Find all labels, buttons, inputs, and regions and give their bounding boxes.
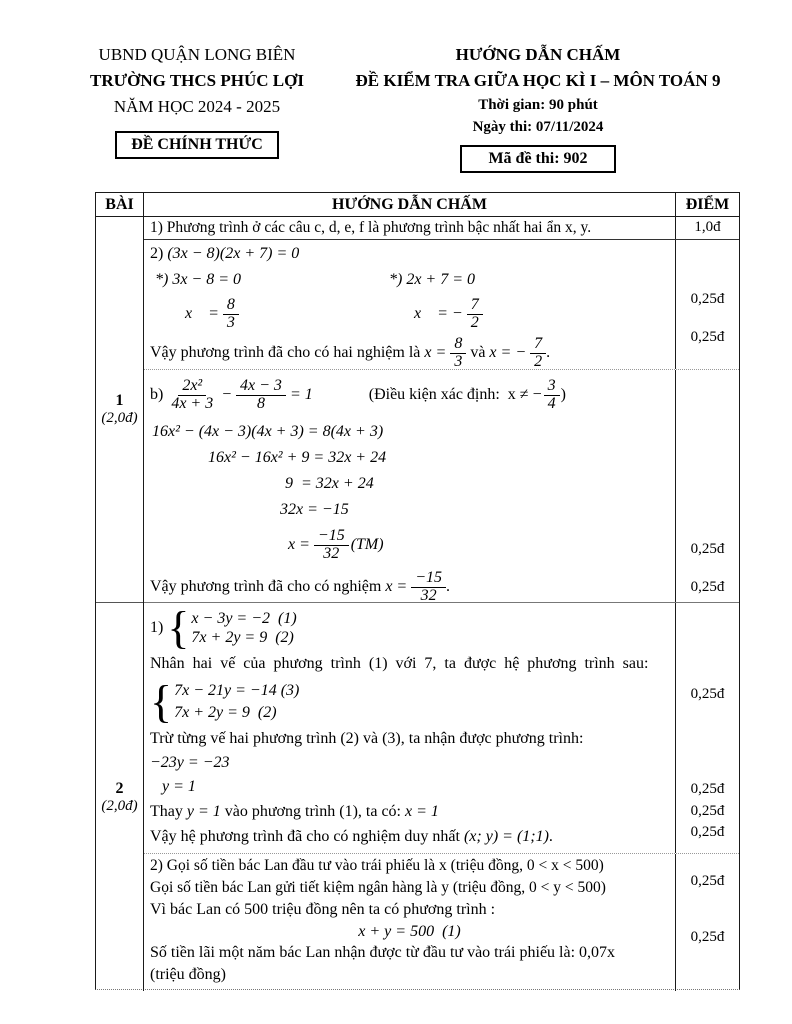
column-header-guide: HƯỚNG DẪN CHẤM	[332, 195, 487, 213]
fraction: $\frac{\text{2x²}}{4x + 3}$	[171, 376, 214, 412]
fraction: $\frac{3}{4}$	[544, 378, 560, 413]
fraction: $\frac{7}{2}$	[530, 336, 546, 369]
equals: = −	[437, 305, 463, 322]
answer-1c: b) $\frac{\text{2x²}}{4x + 3}$ − $\frac{4x - 3}{8}$ = 1 (Điều kiện xác định: x ≠ − $\frac{3}{4}$ ) 16x² − (4x − 3)(4x + 3) = 8(4x + 3) 16x² − 16x² + 9 = 32x + 24 9 = 32x + 24 32x = −15 x = $\frac{-15}{32}$ (TM) Vậy phương trình đã cho có nghiệm x = $\frac{-15}{32}$ .	[144, 370, 675, 602]
equation: y = 1	[162, 778, 196, 795]
item-label: 2)	[150, 245, 164, 262]
table-row	[144, 217, 739, 240]
equation: x + y = 500 (1)	[358, 922, 461, 940]
school-year: NĂM HỌC 2024 - 2025	[113, 97, 281, 116]
school-name: TRƯỜNG THCS PHÚC LỢI	[90, 71, 304, 90]
answer-2b	[144, 854, 675, 991]
points-cell	[675, 217, 739, 239]
point-badge: 0,25đ	[690, 686, 725, 702]
table-row	[144, 603, 739, 854]
problem-2-number: 2	[115, 779, 124, 797]
conclusion-text: Vậy phương trình đã cho có hai nghiệm là	[150, 344, 421, 361]
answer-1a-text: 1) Phương trình ở các câu c, d, e, f là phương trình bậc nhất hai ẩn x, y.	[150, 219, 592, 236]
point-badge: 1,0đ	[694, 219, 721, 235]
statement-line: Số tiền lãi một năm bác Lan nhận được từ đầu tư vào trái phiếu là: 0,07x	[150, 944, 616, 961]
equation-system: { x − 3y = −2 (1) 7x + 2y = 9 (2)	[167, 603, 297, 653]
points-cell	[675, 240, 739, 369]
equation-system: { 7x − 21y = −14 (3) 7x + 2y = 9 (2)	[150, 676, 300, 727]
equation: 16x² − 16x² + 9 = 32x + 24	[208, 449, 387, 466]
table-body	[96, 217, 739, 991]
exam-date: Ngày thi: 07/11/2024	[472, 119, 604, 135]
brace: {	[167, 603, 190, 653]
statement-line: Vì bác Lan có 500 triệu đồng nên ta có phương trình :	[150, 901, 496, 918]
issuer-authority: UBND QUẬN LONG BIÊN	[98, 45, 296, 64]
answer-1b: 2) (3x − 8)(2x + 7) = 0 *) 3x − 8 = 0 *) 2x + 7 = 0 x = $\frac{8}{3}$ x = − $\frac{7}{2}$ Vậy phương trình đã cho có hai nghiệm là x = $\frac{8}{3}$ và x = − $\frac{7}{2}$ .	[150, 245, 551, 369]
official-exam-box: ĐỀ CHÍNH THỨC	[115, 131, 279, 159]
column-header-points: ĐIỂM	[675, 193, 739, 216]
exam-title-block	[336, 42, 740, 173]
fraction: $\frac{-15}{32}$	[314, 528, 349, 563]
fraction: $\frac{-15}{32}$	[411, 570, 446, 602]
statement-line: (triệu đồng)	[150, 966, 226, 983]
points-cell	[675, 854, 739, 991]
problem-2-total-points: (2,0đ)	[101, 797, 138, 814]
point-badge: 0,25đ	[690, 781, 725, 797]
equation: 9 = 32x + 24	[285, 475, 374, 492]
statement-line: Gọi số tiền bác Lan gửi tiết kiệm ngân hàng là y (triệu đồng, 0 < y < 500)	[150, 879, 606, 896]
column-header-problem: BÀI	[96, 193, 144, 216]
statement-line: 2) Gọi số tiền bác Lan đầu tư vào trái phiếu là x (triệu đồng, 0 < x < 500)	[150, 857, 604, 874]
table-header-row	[96, 193, 739, 217]
explanation-text: Nhân hai vế của phương trình (1) với 7, ta được hệ phương trình sau:	[150, 655, 649, 672]
point-badge: 0,25đ	[690, 579, 725, 595]
equation: 16x² − (4x − 3)(4x + 3) = 8(4x + 3)	[152, 423, 384, 440]
item-label: 1)	[150, 619, 164, 636]
point-badge: 0,25đ	[690, 541, 725, 557]
fraction: $\frac{4x - 3}{8}$	[236, 378, 286, 413]
fraction: $\frac{7}{2}$	[467, 297, 483, 332]
point-badge: 0,25đ	[690, 329, 725, 345]
exam-duration: Thời gian: 90 phút	[478, 97, 598, 113]
equation: 32x = −15	[280, 501, 349, 518]
explanation-text: Trừ từng vế hai phương trình (2) và (3), ta nhận được phương trình:	[150, 730, 584, 747]
point-badge: 0,25đ	[690, 824, 725, 840]
fraction: $\frac{8}{3}$	[223, 297, 239, 332]
table-row	[144, 854, 739, 991]
grading-guide-title: HƯỚNG DẪN CHẤM	[455, 45, 621, 64]
equation: (3x − 8)(2x + 7) = 0	[167, 245, 300, 262]
point-badge: 0,25đ	[690, 803, 725, 819]
case-2: *) 2x + 7 = 0	[389, 271, 476, 288]
brace: {	[150, 676, 173, 727]
equation: −23y = −23	[150, 753, 230, 771]
answer-1a	[144, 217, 675, 239]
exam-title: ĐỀ KIỂM TRA GIỮA HỌC KÌ I – MÔN TOÁN 9	[355, 71, 721, 90]
item-label: b)	[150, 386, 164, 403]
exam-code-box: Mã đề thi: 902	[460, 145, 615, 173]
answer-2a: 1) { x − 3y = −2 (1) 7x + 2y = 9 (2) Nhân hai vế của phương trình (1) với 7, ta được hệ phương trình sau: { 7x − 21y = −14 (3) 7x + 2y = 9 (2) Trừ từng vế hai phương trình (2) và (3), ta nhận được phương trình: −23y = −23 y = 1 Thay y = 1 vào phương trình (1), ta có: x = 1 Vậy hệ phương trình đã cho có nghiệm duy nhất (x; y) = (1;1) .	[144, 603, 675, 853]
points-cell	[675, 370, 739, 602]
case-1: *) 3x − 8 = 0	[155, 271, 242, 288]
problem-2-cell	[96, 603, 143, 991]
points-cell	[675, 603, 739, 853]
conclusion-text: Vậy hệ phương trình đã cho có nghiệm duy nhất	[150, 828, 460, 845]
problem-number-column	[96, 217, 144, 991]
table-row	[144, 370, 739, 603]
problem-1-cell	[96, 217, 143, 603]
variable: x	[414, 305, 422, 322]
issuer-block	[58, 42, 336, 173]
conclusion-text: Vậy phương trình đã cho có nghiệm	[150, 578, 382, 595]
problem-1-number: 1	[115, 392, 124, 409]
point-badge: 0,25đ	[690, 929, 725, 945]
answer-key-table	[95, 192, 740, 990]
domain-condition: (Điều kiện xác định: x ≠ − $\frac{3}{4}$ )	[368, 376, 566, 412]
point-badge: 0,25đ	[690, 291, 725, 307]
document-header	[58, 42, 740, 173]
fraction: $\frac{8}{3}$	[450, 336, 466, 369]
variable: x	[185, 305, 193, 322]
point-badge: 0,25đ	[690, 873, 725, 889]
equals: =	[208, 305, 219, 322]
table-row	[144, 240, 739, 370]
problem-1-total-points: (2,0đ)	[101, 410, 138, 426]
answer-rows	[144, 217, 739, 991]
